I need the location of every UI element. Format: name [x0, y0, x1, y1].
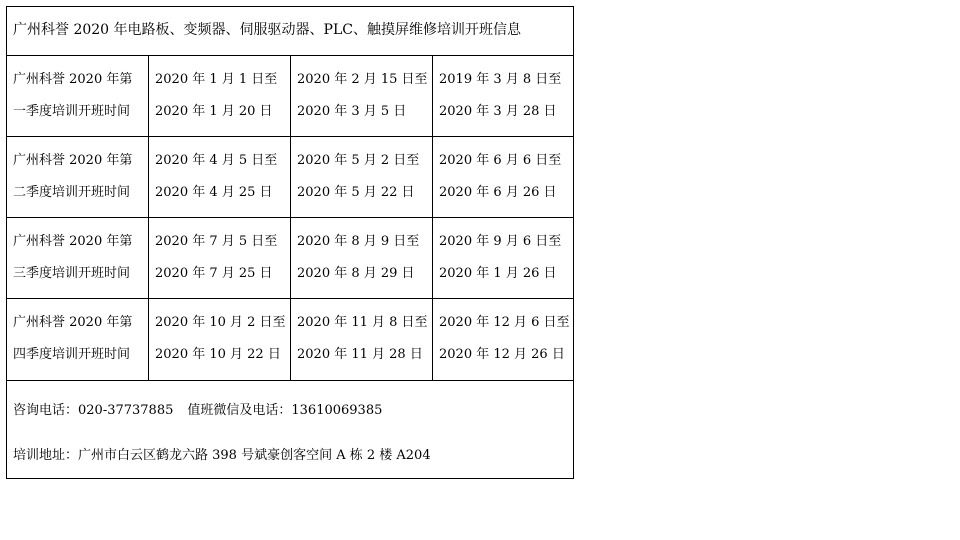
quarter-label-line2: 一季度培训开班时间 [13, 104, 131, 119]
session-start: 2019 年 3 月 8 日至 [439, 72, 562, 87]
session-cell [149, 56, 291, 137]
session-end: 2020 年 6 月 26 日 [439, 185, 557, 200]
session-cell [291, 218, 433, 299]
session-start: 2020 年 2 月 15 日至 [297, 72, 428, 87]
session-start: 2020 年 4 月 5 日至 [155, 153, 278, 168]
contact-info [7, 381, 573, 478]
session-cell [433, 218, 573, 299]
quarter-label-line1: 广州科誉 2020 年第 [13, 153, 133, 168]
session-start: 2020 年 5 月 2 日至 [297, 153, 420, 168]
session-end: 2020 年 10 月 22 日 [155, 347, 281, 362]
table-title: 广州科誉 2020 年电路板、变频器、伺服驱动器、PLC、触摸屏维修培训开班信息 [7, 7, 573, 56]
session-start: 2020 年 1 月 1 日至 [155, 72, 278, 87]
training-address: 培训地址：广州市白云区鹤龙六路 398 号斌豪创客空间 A 栋 2 楼 A204 [13, 448, 431, 463]
quarter-label-q4 [7, 299, 149, 381]
quarter-label-line1: 广州科誉 2020 年第 [13, 234, 133, 249]
session-start: 2020 年 8 月 9 日至 [297, 234, 420, 249]
session-end: 2020 年 8 月 29 日 [297, 266, 415, 281]
session-cell [149, 137, 291, 218]
session-cell [291, 299, 433, 381]
quarter-label-q3 [7, 218, 149, 299]
session-end: 2020 年 1 月 20 日 [155, 104, 273, 119]
session-cell [149, 299, 291, 381]
session-end: 2020 年 1 月 26 日 [439, 266, 557, 281]
session-cell [433, 299, 573, 381]
quarter-label-q2 [7, 137, 149, 218]
session-cell [433, 137, 573, 218]
session-start: 2020 年 9 月 6 日至 [439, 234, 562, 249]
training-schedule-table [6, 6, 574, 479]
quarter-label-line1: 广州科誉 2020 年第 [13, 72, 133, 87]
schedule-grid [7, 56, 573, 381]
session-end: 2020 年 3 月 28 日 [439, 104, 557, 119]
session-start: 2020 年 6 月 6 日至 [439, 153, 562, 168]
consult-phone: 咨询电话：020-37737885 [13, 403, 174, 418]
quarter-label-line1: 广州科誉 2020 年第 [13, 315, 133, 330]
session-cell [291, 56, 433, 137]
duty-contact: 值班微信及电话：13610069385 [187, 403, 383, 418]
quarter-label-line2: 三季度培训开班时间 [13, 266, 131, 281]
session-start: 2020 年 7 月 5 日至 [155, 234, 278, 249]
session-end: 2020 年 3 月 5 日 [297, 104, 407, 119]
session-cell [291, 137, 433, 218]
session-cell [433, 56, 573, 137]
session-end: 2020 年 11 月 28 日 [297, 347, 423, 362]
quarter-label-q1 [7, 56, 149, 137]
phone-line [13, 399, 382, 418]
quarter-label-line2: 四季度培训开班时间 [13, 347, 131, 362]
session-start: 2020 年 10 月 2 日至 [155, 315, 286, 330]
session-end: 2020 年 12 月 26 日 [439, 347, 565, 362]
session-start: 2020 年 11 月 8 日至 [297, 315, 428, 330]
session-start: 2020 年 12 月 6 日至 [439, 315, 570, 330]
quarter-label-line2: 二季度培训开班时间 [13, 185, 131, 200]
session-cell [149, 218, 291, 299]
session-end: 2020 年 5 月 22 日 [297, 185, 415, 200]
session-end: 2020 年 4 月 25 日 [155, 185, 273, 200]
session-end: 2020 年 7 月 25 日 [155, 266, 273, 281]
